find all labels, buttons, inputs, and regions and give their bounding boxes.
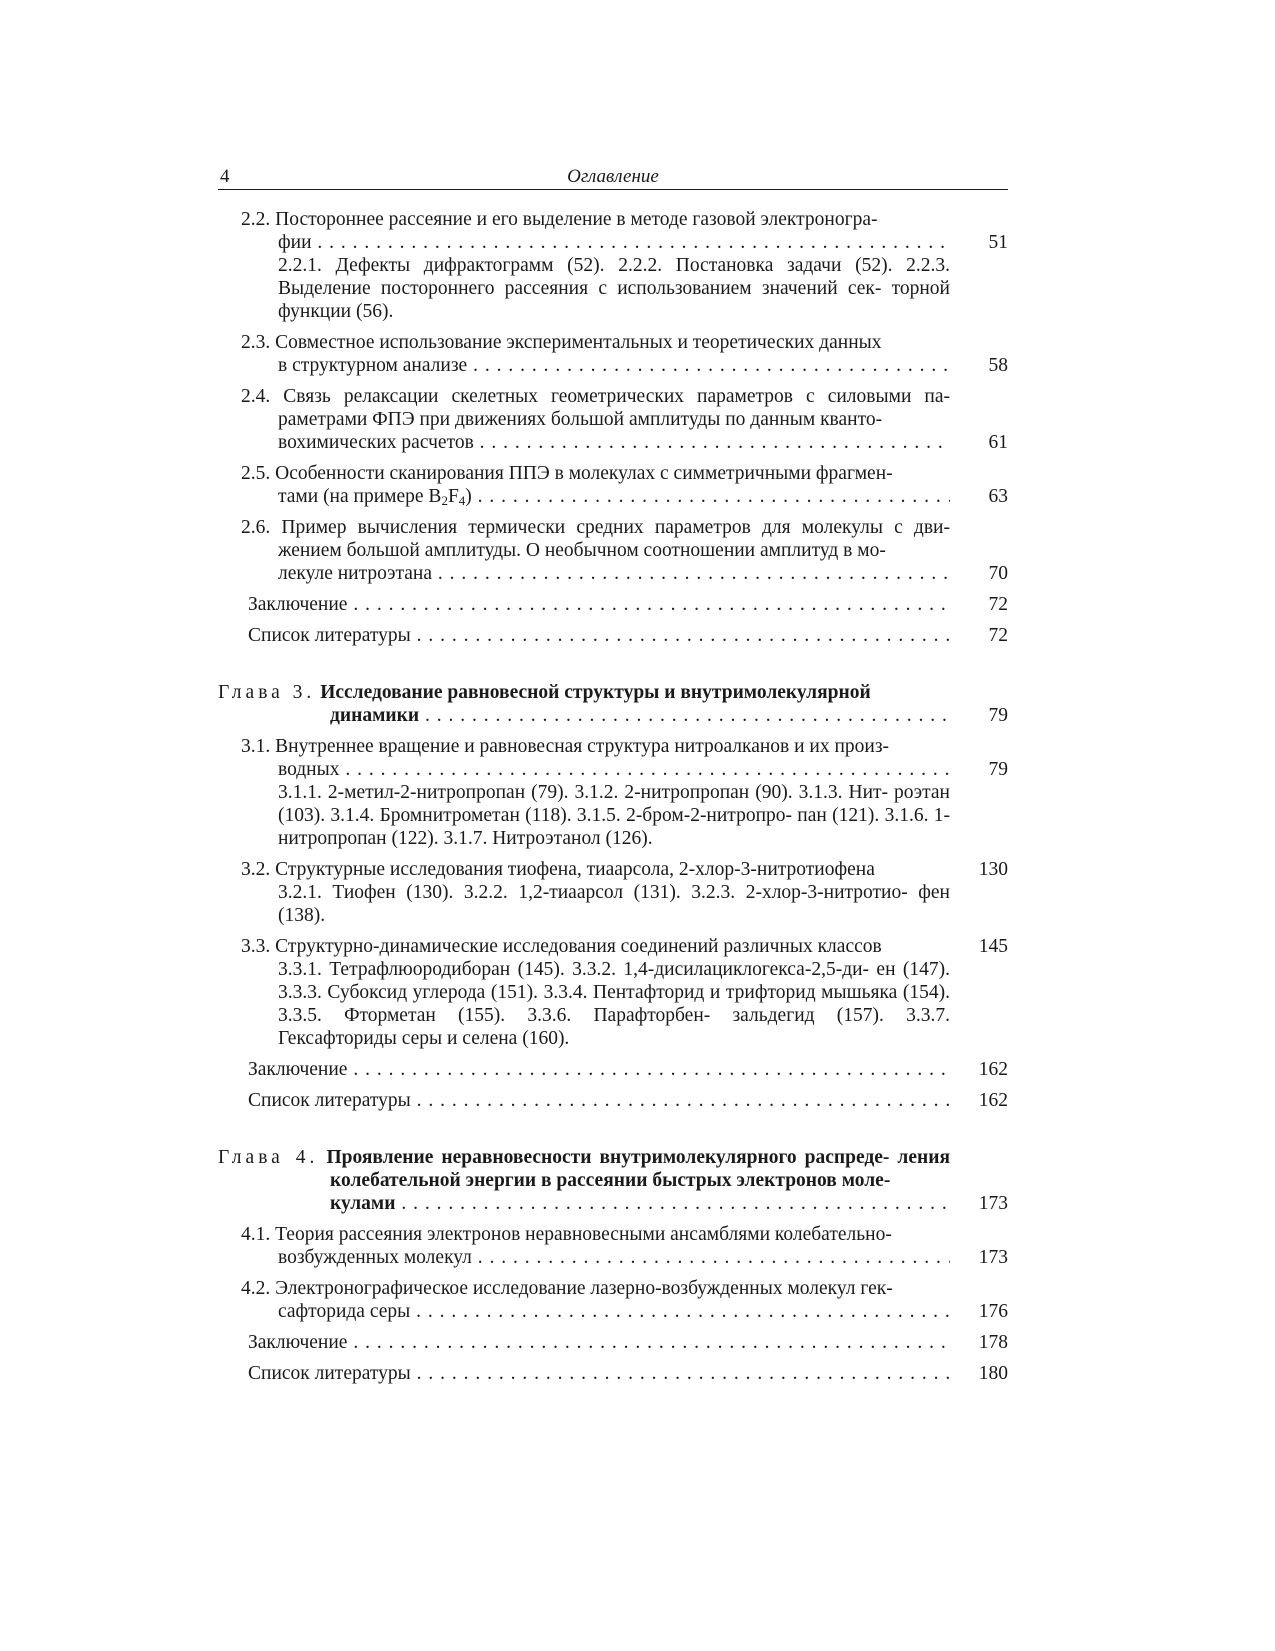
toc-entry-4-1[interactable] [218, 1223, 1008, 1269]
toc-entry-leader: Список литературы . . . [248, 1362, 950, 1385]
toc-entry-leader: динамики . . . [330, 704, 950, 727]
page-number: 4 [220, 166, 230, 187]
toc-entry-text: 3.2. Структурные исследования тиофена, тиаарсола, 2-хлор-3-нитротиофена [241, 859, 875, 880]
chapter-label: Глава 3. [218, 682, 316, 703]
toc-subsections: 3.1.1. 2-метил-2-нитропропан (79). 3.1.2. 2-нитропропан (90). 3.1.3. Нит- роэтан (103). 3.1.4. Бромнитрометан (118). 3.1.5. 2-бром-2-нитропро- пан (121). 3.1.6. 1-нитропропан (122). 3.1.7. Нитроэтанол (126). [278, 782, 950, 849]
toc-page-number: 79 [988, 705, 1008, 726]
page-header [218, 163, 1008, 190]
toc-entry-text: 4.2. Электронографическое исследование лазерно-возбужденных молекул гек- [241, 1278, 893, 1299]
toc-subsections: 3.2.1. Тиофен (130). 3.2.2. 1,2-тиаарсол (131). 3.2.3. 2-хлор-3-нитротио- фен (138). [278, 882, 950, 926]
toc-subsections: 2.2.1. Дефекты дифрактограмм (52). 2.2.2. Постановка задачи (52). 2.2.3. Выделение постороннего рассеяния с использованием значений сек- торной функции (56). [278, 255, 950, 322]
toc-page-number: 72 [988, 594, 1008, 615]
toc-entry-text: 2.6. Пример вычисления термически средних параметров для молекулы с дви- жением большой амплитуды. О необычном соотношении амплитуд в мо- [241, 517, 950, 561]
toc-entry-2-2[interactable] [218, 208, 1008, 323]
toc-entry-leader: Список литературы . . . [248, 624, 950, 647]
toc-entry-3-3[interactable] [218, 935, 1008, 1050]
toc-entry-leader: Список литературы . . . [248, 1089, 950, 1112]
toc-entry-leader: кулами . . . [330, 1192, 950, 1215]
toc-entry-3-1[interactable] [218, 735, 1008, 850]
toc-page-number: 58 [988, 355, 1008, 376]
toc-entry-2-5[interactable] [218, 462, 1008, 508]
toc-page-number: 145 [978, 936, 1008, 957]
toc-entry-text: 4.1. Теория рассеяния электронов неравновесными ансамблями колебательно- [241, 1224, 892, 1245]
toc-entry-text: 2.5. Особенности сканирования ППЭ в молекулах с симметричными фрагмен- [241, 463, 893, 484]
toc-entry-references[interactable] [218, 1089, 1008, 1112]
toc-page-number: 180 [978, 1363, 1008, 1384]
toc-entry-text: 3.3. Структурно-динамические исследования соединений различных классов [241, 936, 882, 957]
toc-entry-conclusion[interactable] [218, 1331, 1008, 1354]
toc-entry-conclusion[interactable] [218, 1058, 1008, 1081]
toc-entry-leader: Заключение . . . [248, 1331, 950, 1354]
toc-entry-text: 2.2. Постороннее рассеяние и его выделение в методе газовой электроногра- [241, 209, 878, 230]
toc-entry-leader: фии . . . [278, 231, 950, 254]
toc-entry-leader: водных . . . [278, 758, 950, 781]
toc-page-number: 70 [988, 563, 1008, 584]
running-title: Оглавление [567, 166, 659, 187]
toc-entry-text: 3.1. Внутреннее вращение и равновесная структура нитроалканов и их произ- [241, 736, 890, 757]
toc-page-number: 51 [988, 232, 1008, 253]
toc-entry-3-2[interactable] [218, 858, 1008, 927]
toc-chapter-3[interactable] [218, 681, 1008, 727]
toc-subsections: 3.3.1. Тетрафлюородиборан (145). 3.3.2. 1,4-дисилациклогекса-2,5-ди- ен (147). 3.3.3. Субоксид углерода (151). 3.3.4. Пентафторид и трифторид мышьяка (154). 3.3.5. Фторметан (155). 3.3.6. Парафторбен- зальдегид (157). 3.3.7. Гексафториды серы и селена (160). [278, 959, 950, 1049]
toc-page-number: 178 [978, 1332, 1008, 1353]
toc-page-number: 176 [978, 1301, 1008, 1322]
toc-entry-leader: в структурном анализе . . . [278, 354, 950, 377]
toc-entry-2-3[interactable] [218, 331, 1008, 377]
toc-entry-references[interactable] [218, 1362, 1008, 1385]
toc-entry-leader: возбужденных молекул . . . [278, 1246, 950, 1269]
chapter-title: Исследование равновесной структуры и внутримолекулярной [320, 682, 871, 703]
toc-page-number: 173 [978, 1247, 1008, 1268]
toc-entry-text: 2.3. Совместное использование экспериментальных и теоретических данных [241, 332, 882, 353]
toc-entry-leader: сафторида серы . . . [278, 1300, 950, 1323]
toc-entry-leader: лекуле нитроэтана . . . [278, 562, 950, 585]
toc-entry-references[interactable] [218, 624, 1008, 647]
toc-entry-text: 2.4. Связь релаксации скелетных геометрических параметров с силовыми па- раметрами ФПЭ при движениях большой амплитуды по данным кванто- [241, 386, 950, 430]
toc-page-number: 162 [978, 1059, 1008, 1080]
toc-page-number: 63 [988, 486, 1008, 507]
chapter-title: Проявление неравновесности внутримолекулярного распреде- ления колебательной энергии в рассеянии быстрых электронов моле- [326, 1147, 950, 1191]
chapter-label: Глава 4. [218, 1147, 319, 1168]
toc-page-number: 130 [978, 859, 1008, 880]
toc-entry-leader: Заключение . . . [248, 1058, 950, 1081]
toc-entry-2-4[interactable] [218, 385, 1008, 454]
toc-entry-leader: вохимических расчетов . . . [278, 431, 950, 454]
toc-page-number: 173 [978, 1193, 1008, 1214]
toc-page-number: 162 [978, 1090, 1008, 1111]
toc-entry-4-2[interactable] [218, 1277, 1008, 1323]
toc-entry-2-6[interactable] [218, 516, 1008, 585]
toc-entry-conclusion[interactable] [218, 593, 1008, 616]
toc-entry-leader: Заключение . . . [248, 593, 950, 616]
toc-entry-leader: тами (на примере $B_2F_4$) . . . [278, 485, 950, 508]
toc-page-number: 61 [988, 432, 1008, 453]
toc-page-number: 79 [988, 759, 1008, 780]
table-of-contents [218, 208, 1008, 1393]
toc-chapter-4[interactable] [218, 1146, 1008, 1215]
toc-page-number: 72 [988, 625, 1008, 646]
